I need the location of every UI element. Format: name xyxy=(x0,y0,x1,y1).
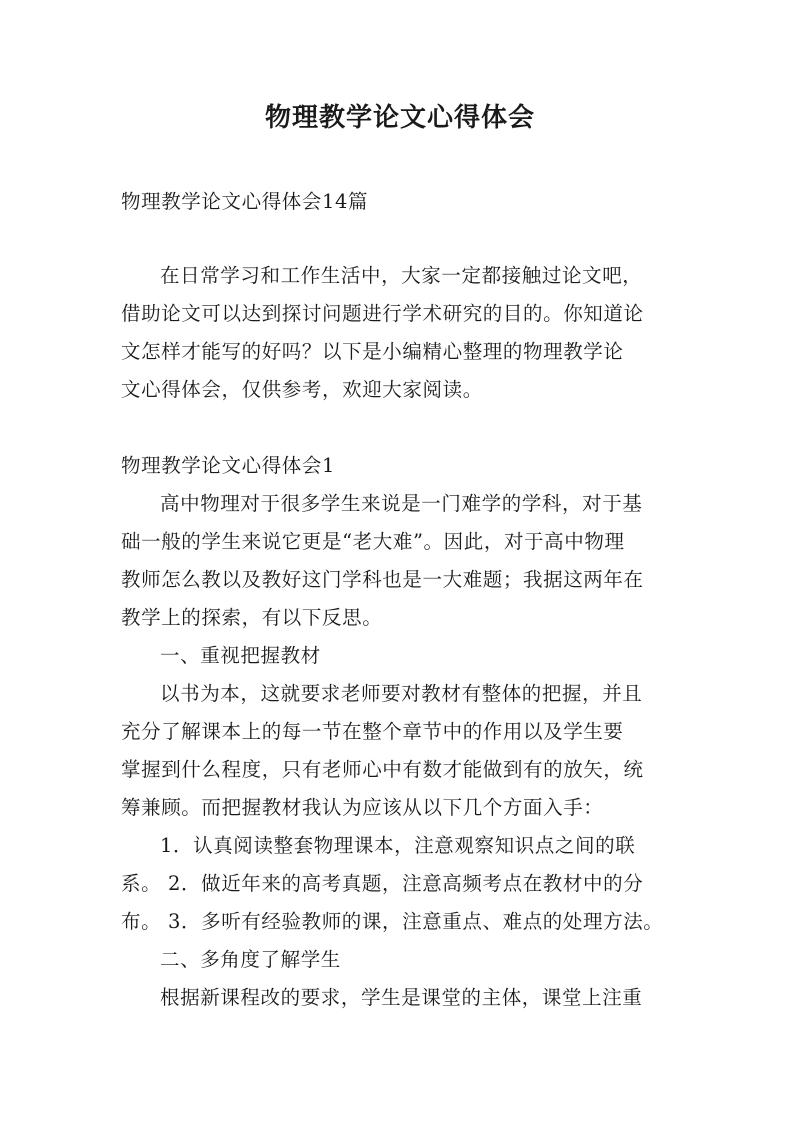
document-title: 物理教学论文心得体会 xyxy=(264,103,535,133)
paragraph-line: 筹兼顾。而把握教材我认为应该从以下几个方面入手： xyxy=(121,796,604,819)
paragraph-line: 1．认真阅读整套物理课本，注意观察知识点之间的联 xyxy=(160,834,636,857)
document-subtitle: 物理教学论文心得体会14篇 xyxy=(121,190,369,213)
paragraph-line: 充分了解课本上的每一节在整个章节中的作用以及学生要 xyxy=(121,720,624,743)
paragraph-line: 高中物理对于很多学生来说是一门难学的学科，对于基 xyxy=(160,492,643,515)
intro-line: 文怎样才能写的好吗？以下是小编精心整理的物理教学论 xyxy=(121,340,624,363)
section-heading: 物理教学论文心得体会1 xyxy=(121,454,336,477)
paragraph-line: 础一般的学生来说它更是“老大难”。因此，对于高中物理 xyxy=(121,530,625,553)
paragraph-line: 系。 2．做近年来的高考真题，注意高频考点在教材中的分 xyxy=(121,872,644,895)
paragraph-line: 教师怎么教以及教好这门学科也是一大难题；我据这两年在 xyxy=(121,568,644,591)
paragraph-line: 根据新课程改的要求，学生是课堂的主体，课堂上注重 xyxy=(160,986,643,1009)
intro-line: 借助论文可以达到探讨问题进行学术研究的目的。你知道论 xyxy=(121,302,644,325)
paragraph-line: 掌握到什么程度，只有老师心中有数才能做到有的放矢，统 xyxy=(121,758,644,781)
point-heading: 一、重视把握教材 xyxy=(160,644,321,667)
paragraph-line: 布。 3．多听有经验教师的课，注意重点、难点的处理方法。 xyxy=(121,910,664,933)
point-heading: 二、多角度了解学生 xyxy=(160,948,341,971)
intro-line: 文心得体会，仅供参考，欢迎大家阅读。 xyxy=(121,378,483,401)
intro-line: 在日常学习和工作生活中，大家一定都接触过论文吧， xyxy=(160,264,643,287)
paragraph-line: 教学上的探索，有以下反思。 xyxy=(121,606,383,629)
paragraph-line: 以书为本，这就要求老师要对教材有整体的把握，并且 xyxy=(160,682,643,705)
